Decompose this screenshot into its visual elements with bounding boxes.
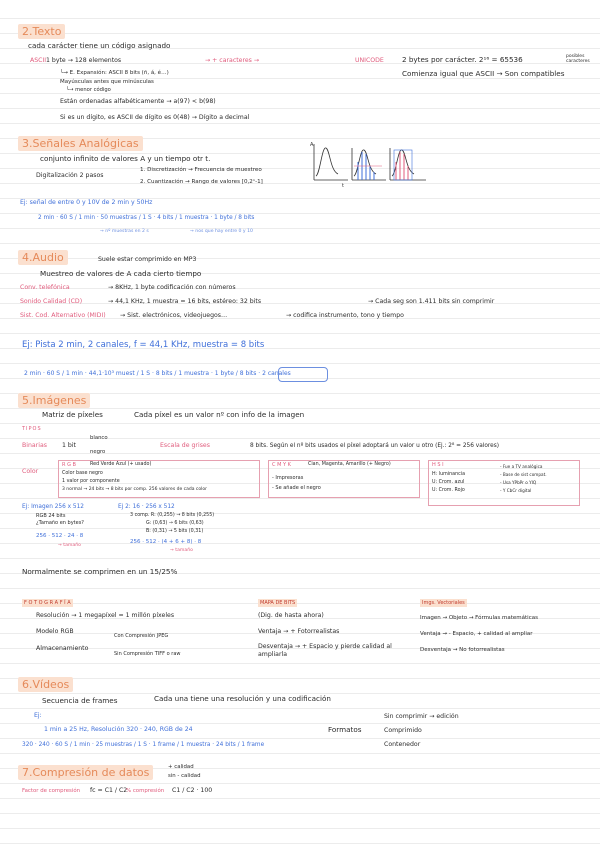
section-title-senales: 3.Señales Analógicas [18,136,143,151]
signal-graphs [308,140,433,192]
hsi-title: H S I [432,462,444,468]
img-ej1a: RGB 24 bits [36,513,66,519]
formato-2: Comprimido [384,727,422,734]
rgb-3: 3 normal → 24 bits → 8 bits por comp. 256 valores de cada color [62,487,208,492]
compresion-calidad-2: sin - calidad [168,773,201,779]
graph-axis-a: A [310,142,314,148]
factor-formula: fc = C1 / C2 [90,787,128,794]
fotografia-3: Almacenamiento [36,645,89,652]
binarias-negro: negro [90,449,106,455]
video-calc: 320 · 240 · 60 S / 1 min · 25 muestras / 1 S · 1 frame / 1 muestra · 24 bits / 1 frame [22,742,265,748]
hsi-2: U: Crom. azul [432,480,465,485]
img-ej2n: → tamaño [170,548,193,553]
img-ej2a: 3 comp. R: (0,255) → 8 bits (0,255) [130,513,215,518]
fotografia-title: F O T O G R A F Í A [24,600,71,606]
cd-result: → Cada seg son 1.411 bits sin comprimir [368,298,495,305]
section-title-imagenes: 5.Imágenes [18,393,90,408]
canales-box [278,367,328,382]
vectoriales-2: Ventaja → - Espacio, + calidad al ampliar [420,631,533,637]
extension-line: └→ E. Expansión: ASCII 8 bits (ñ, á, é…) [60,70,169,76]
mapa-title: MAPA DE BITS [260,600,296,606]
vectoriales-3: Desventaja → No fotorrealistas [420,647,505,653]
img-ej2d: 256 · 512 · (4 + 6 + 8) · 8 [130,539,202,545]
ascii-arrow: → + caracteres → [205,57,260,64]
unicode-desc: 2 bytes por carácter. 2¹⁶ = 65536 [402,55,523,64]
color-label: Color [22,468,39,475]
paso-2: 2. Cuantización → Rango de valores [0,2ⁿ-1] [140,179,263,185]
section-title-compresion: 7.Compresión de datos [18,765,153,780]
hsi-1: H: luminancia [432,472,466,477]
tel-desc: → 8KHz, 1 byte codificación con números [108,284,236,291]
formato-1: Sin comprimir → edición [384,713,459,720]
rgb-desc: Red Verde Azul (+ usado) [90,462,152,467]
hsi-6: - Usa YPbPr o YIQ [500,480,537,485]
img-ej2c: B: (0,31) → 5 bits (0,31) [146,529,204,534]
cd-desc: → 44,1 KHz, 1 muestra = 16 bits, estéreo: 32 bits [108,298,262,305]
fotografia-3a: Con Compresión JPEG [114,633,169,639]
mapa-1: (Dig. de hasta ahora) [258,612,324,619]
rgb-title: R G B [62,462,76,468]
factor-label: Factor de compresión [22,788,81,794]
section-title-videos: 6.Vídeos [18,677,73,692]
vectoriales-1: Imagen → Objeto → Fórmulas matemáticas [420,615,538,621]
grises-label: Escala de grises [160,442,210,449]
frames-desc: Cada una tiene una resolución y una codificación [154,694,331,703]
cmyk-desc: Cian, Magenta, Amarillo (+ Negro) [308,462,391,467]
senales-line: conjunto infinito de valores A y un tiempo otr t. [40,154,211,163]
fotografia-3b: Sin Compresión TIFF o raw [114,651,181,657]
senal-note-2: → nos que hay entre 0 y 10 [190,229,253,234]
audio-calc: 2 min · 60 S / 1 min · 44,1·10³ muest / 1 S · 8 bits / 1 muestra · 1 byte / 8 bits · 2 canales [24,370,291,377]
grises-desc: 8 bits. Según el nº bits usados el píxel adoptará un valor u otro (Ej.: 2⁸ = 256 valores) [250,443,500,449]
img-ej1: Ej: Imagen 256 x 512 [22,504,84,510]
tel-label: Conv. telefónica [20,284,70,291]
img-ej1c: 256 · 512 · 24 · 8 [36,533,84,539]
matriz-desc: Cada píxel es un valor nº con info de la imagen [134,410,305,419]
hsi-7: - Y CbCr digital [500,488,532,493]
tipos-label: TIPOS [22,426,42,432]
pct-label: % compresión [126,788,165,794]
graph-axis-t: t [342,183,344,189]
section-title-texto: 2.Texto [18,24,65,39]
video-ej1: 1 min a 25 Hz, Resolución 320 · 240, RGB de 24 [44,726,193,733]
img-ej1n: → tamaño [58,543,81,548]
hsi-4: - Fue a TV analógica [500,464,543,469]
senal-note-1: → nº muestras en 2 s [100,229,149,234]
digitalizacion-label: Digitalización 2 pasos [36,172,104,179]
midi-result: → codifica instrumento, tono y tiempo [286,312,404,319]
midi-label: Sist. Cod. Alternativo (MIDI) [20,312,106,319]
text-line: cada carácter tiene un código asignado [28,41,171,50]
mapa-3: Desventaja → + Espacio y pierde calidad al ampliarla [258,643,392,658]
img-ej2: Ej 2: 16 · 256 x 512 [118,504,175,510]
fotografia-1: Resolución → 1 megapíxel = 1 millón píxeles [36,612,175,619]
ascii-desc: 1 byte → 128 elementos [46,57,122,64]
senal-ejemplo: Ej: señal de entre 0 y 10V de 2 min y 50Hz [20,199,153,206]
mapa-2: Ventaja → + Fotorrealistas [258,628,340,635]
mayus-sub: └→ menor código [66,87,111,93]
binarias-label: Binarias [22,442,47,449]
audio-ejemplo: Ej: Pista 2 min, 2 canales, f = 44,1 KHz, muestra = 8 bits [22,340,265,350]
fotografia-2: Modelo RGB [36,628,74,635]
cmyk-title: C M Y K [272,462,291,468]
hsi-5: - Base de sist compat. [500,472,547,477]
video-ej: Ej: [34,712,42,719]
hsi-3: U: Crom. Rojo [432,488,465,493]
binarias-blanco: blanco [90,435,108,441]
suele-line: Suele estar comprimido en MP3 [98,256,197,263]
img-ej1b: ¿Tamaño en bytes? [36,520,84,526]
normalmente-line: Normalmente se comprimen en un 15/25% [22,567,178,576]
midi-desc: → Sist. electrónicos, videojuegos… [120,312,228,319]
formatos-label: Formatos [328,725,362,734]
binarias-desc: 1 bit [62,442,76,449]
frames-label: Secuencia de frames [42,696,118,705]
ascii-label: ASCII [30,57,47,64]
unicode-label: UNICODE [355,57,384,64]
comienza-line: Comienza igual que ASCII → Son compatibles [402,69,565,78]
cmyk-2: - Se añade el negro [272,485,321,491]
cmyk-1: - Impresoras [272,475,304,481]
paso-1: 1. Discretización → Frecuencia de muestreo [140,167,262,173]
ordenadas-line: Están ordenadas alfabéticamente → a(97) < b(98) [60,98,216,105]
rgb-1: Color base negro [62,471,103,476]
posibles-note: posibles caracteres [566,54,590,64]
rgb-2: 1 valor por componente [62,479,120,484]
cd-label: Sonido Calidad (CD) [20,298,83,305]
senal-calc: 2 min · 60 S / 1 min · 50 muestras / 1 S · 4 bits / 1 muestra · 1 byte / 8 bits [38,215,255,221]
pct-formula: C1 / C2 · 100 [172,787,213,794]
compresion-calidad-1: + calidad [168,764,194,770]
digit-line: Si es un dígito, es ASCII de dígito es 0(48) → Dígito a decimal [60,114,250,121]
vectoriales-title: Imgs. Vectoriales [422,600,465,606]
muestreo-line: Muestreo de valores de A cada cierto tiempo [40,269,202,278]
formato-3: Contenedor [384,741,421,748]
section-title-audio: 4.Audio [18,250,68,265]
mayus-line: Mayúsculas antes que minúsculas [60,79,154,85]
img-ej2b: G: (0,63) → 6 bits (0,63) [146,521,204,526]
matriz-label: Matriz de píxeles [42,410,103,419]
